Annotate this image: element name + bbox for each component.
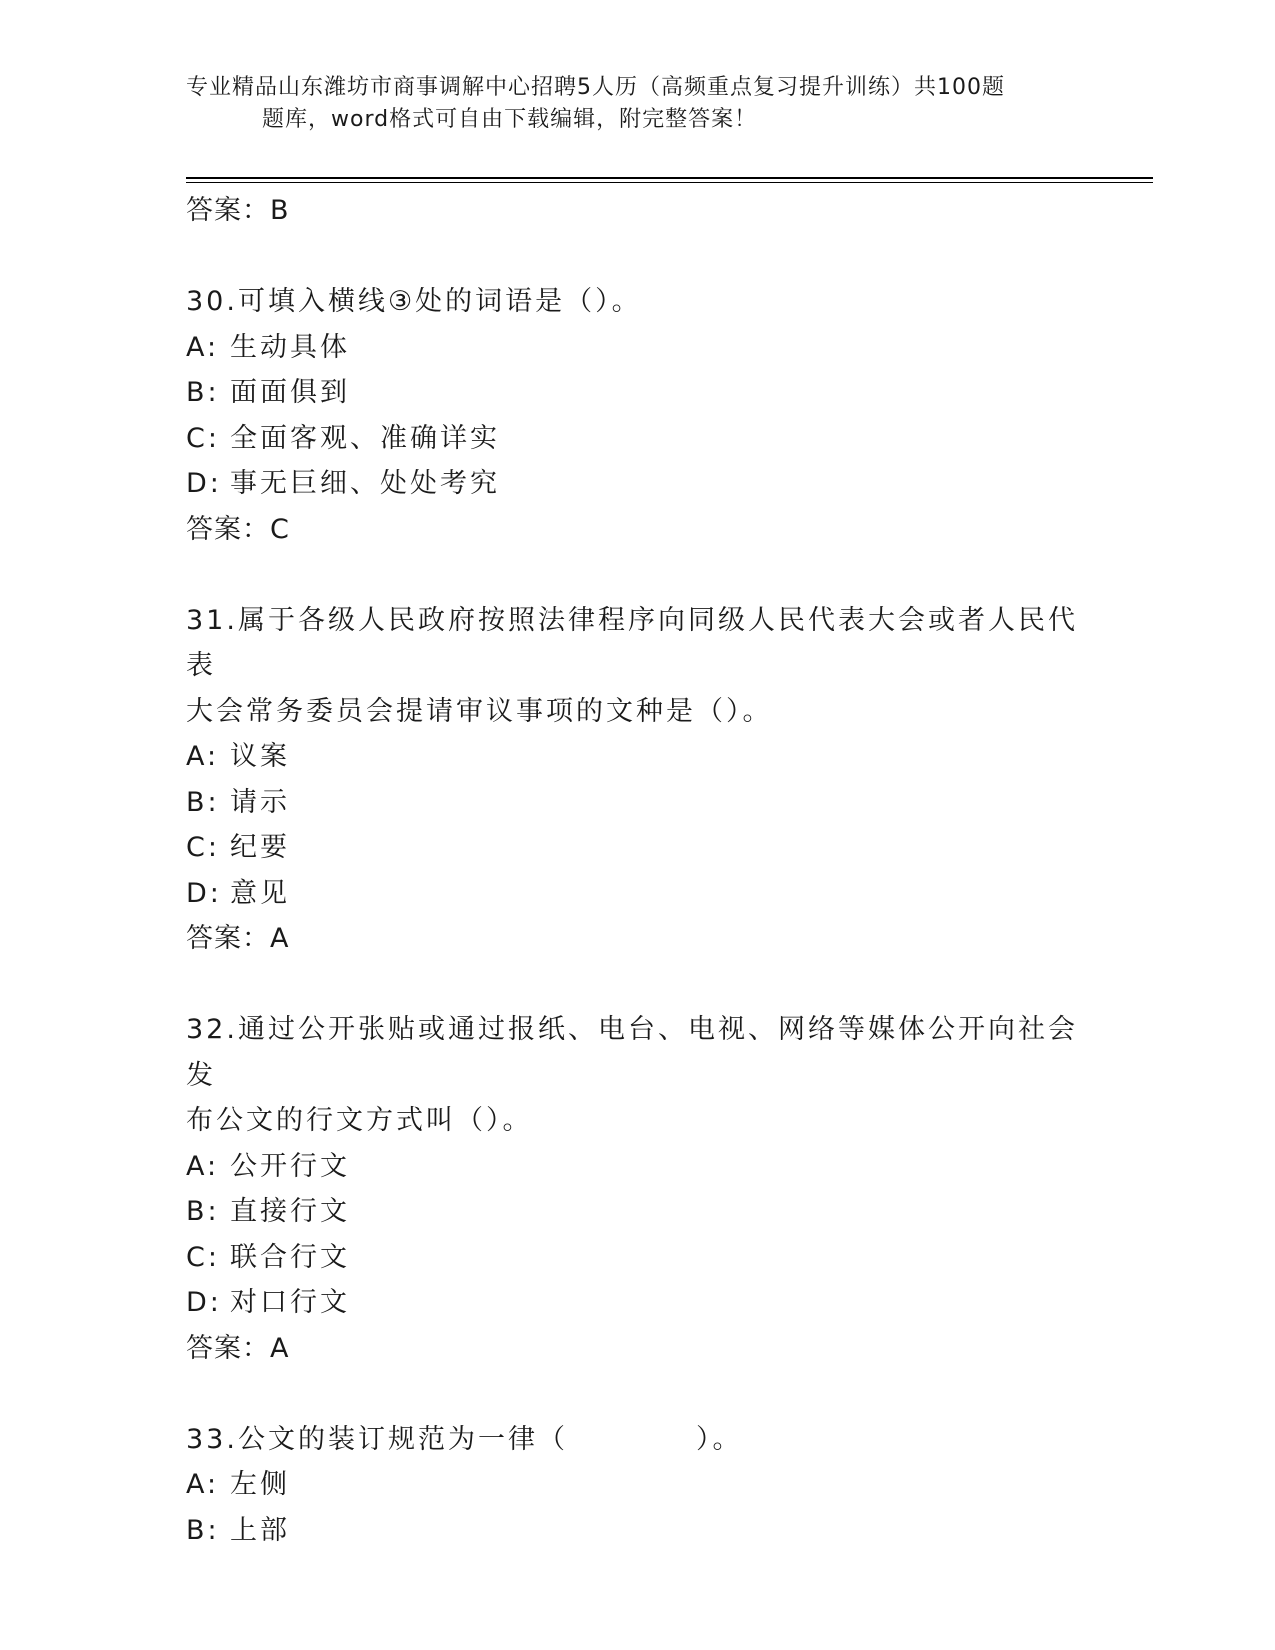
question-text-line: 可填入横线③处的词语是（）。 <box>237 286 642 317</box>
header-rule-thick <box>186 177 1153 179</box>
question-32 <box>186 1007 1086 1371</box>
option-key: C: <box>186 1241 220 1273</box>
header-rule-thin <box>186 182 1153 183</box>
option-key: A: <box>186 1150 220 1182</box>
option-key: D: <box>186 1287 222 1318</box>
question-text-line-2: 布公文的行文方式叫（）。 <box>186 1105 533 1136</box>
question-text-line-1 <box>186 1007 1086 1098</box>
option-d <box>186 871 1086 917</box>
option-text: 意见 <box>230 877 290 909</box>
question-text-after-blank: ）。 <box>695 1423 743 1455</box>
option-a <box>186 734 1086 780</box>
question-text <box>186 1007 1086 1144</box>
question-text-before-blank: 公文的装订规范为一律（ <box>237 1423 568 1455</box>
option-a <box>186 1144 1086 1190</box>
header-line-2: 题库，word格式可自由下载编辑，附完整答案！ <box>262 107 758 132</box>
option-text: 纪要 <box>230 832 290 863</box>
option-text: 公开行文 <box>230 1150 350 1182</box>
answer-line: 答案：A <box>186 1332 290 1364</box>
question-text-line-1 <box>186 598 1086 689</box>
option-d <box>186 461 1086 507</box>
question-number: 30. <box>186 286 238 317</box>
question-31 <box>186 598 1086 962</box>
option-text: 左侧 <box>230 1469 290 1500</box>
question-text <box>186 1417 1086 1463</box>
option-key: A: <box>186 1469 220 1500</box>
option-text: 生动具体 <box>230 331 350 363</box>
option-key: D: <box>186 468 222 499</box>
document-body <box>186 188 1086 1553</box>
option-text: 直接行文 <box>230 1196 350 1227</box>
question-text-line-2: 大会常务委员会提请审议事项的文种是（）。 <box>186 695 773 727</box>
option-text: 面面俱到 <box>230 377 350 408</box>
option-b <box>186 780 1086 826</box>
answer-line: 答案：C <box>186 513 290 545</box>
option-b <box>186 1189 1086 1235</box>
option-key: B: <box>186 1196 220 1227</box>
option-text: 请示 <box>230 786 290 818</box>
option-c <box>186 825 1086 871</box>
option-c <box>186 1235 1086 1281</box>
option-key: B: <box>186 1514 220 1546</box>
question-text <box>186 598 1086 735</box>
option-key: A: <box>186 331 220 363</box>
option-key: C: <box>186 832 220 863</box>
option-text: 上部 <box>230 1514 290 1546</box>
option-a <box>186 1462 1086 1508</box>
page-header <box>186 72 1086 136</box>
option-text: 事无巨细、处处考究 <box>230 468 500 499</box>
option-key: C: <box>186 422 220 454</box>
option-text: 联合行文 <box>230 1241 350 1273</box>
question-text-line: 通过公开张贴或通过报纸、电台、电视、网络等媒体公开向社会发 <box>186 1014 1078 1091</box>
option-text: 对口行文 <box>230 1287 350 1318</box>
question-30 <box>186 279 1086 552</box>
option-text: 全面客观、准确详实 <box>230 422 500 454</box>
option-key: B: <box>186 786 220 818</box>
question-number: 33. <box>186 1423 238 1455</box>
option-key: B: <box>186 377 220 408</box>
option-text: 议案 <box>230 741 290 772</box>
option-key: D: <box>186 877 222 909</box>
question-33 <box>186 1417 1086 1554</box>
question-text-line: 属于各级人民政府按照法律程序向同级人民代表大会或者人民代表 <box>186 604 1078 681</box>
answer-line: 答案：A <box>186 923 290 954</box>
answer-line: 答案：B <box>186 195 290 226</box>
option-b <box>186 370 1086 416</box>
question-number: 32. <box>186 1014 238 1045</box>
option-b <box>186 1508 1086 1554</box>
option-d <box>186 1280 1086 1326</box>
question-number: 31. <box>186 604 238 636</box>
option-c <box>186 416 1086 462</box>
question-text <box>186 279 1086 325</box>
option-a <box>186 325 1086 371</box>
option-key: A: <box>186 741 220 772</box>
header-line-1: 专业精品山东潍坊市商事调解中心招聘5人历（高频重点复习提升训练）共100题 <box>186 75 1005 100</box>
